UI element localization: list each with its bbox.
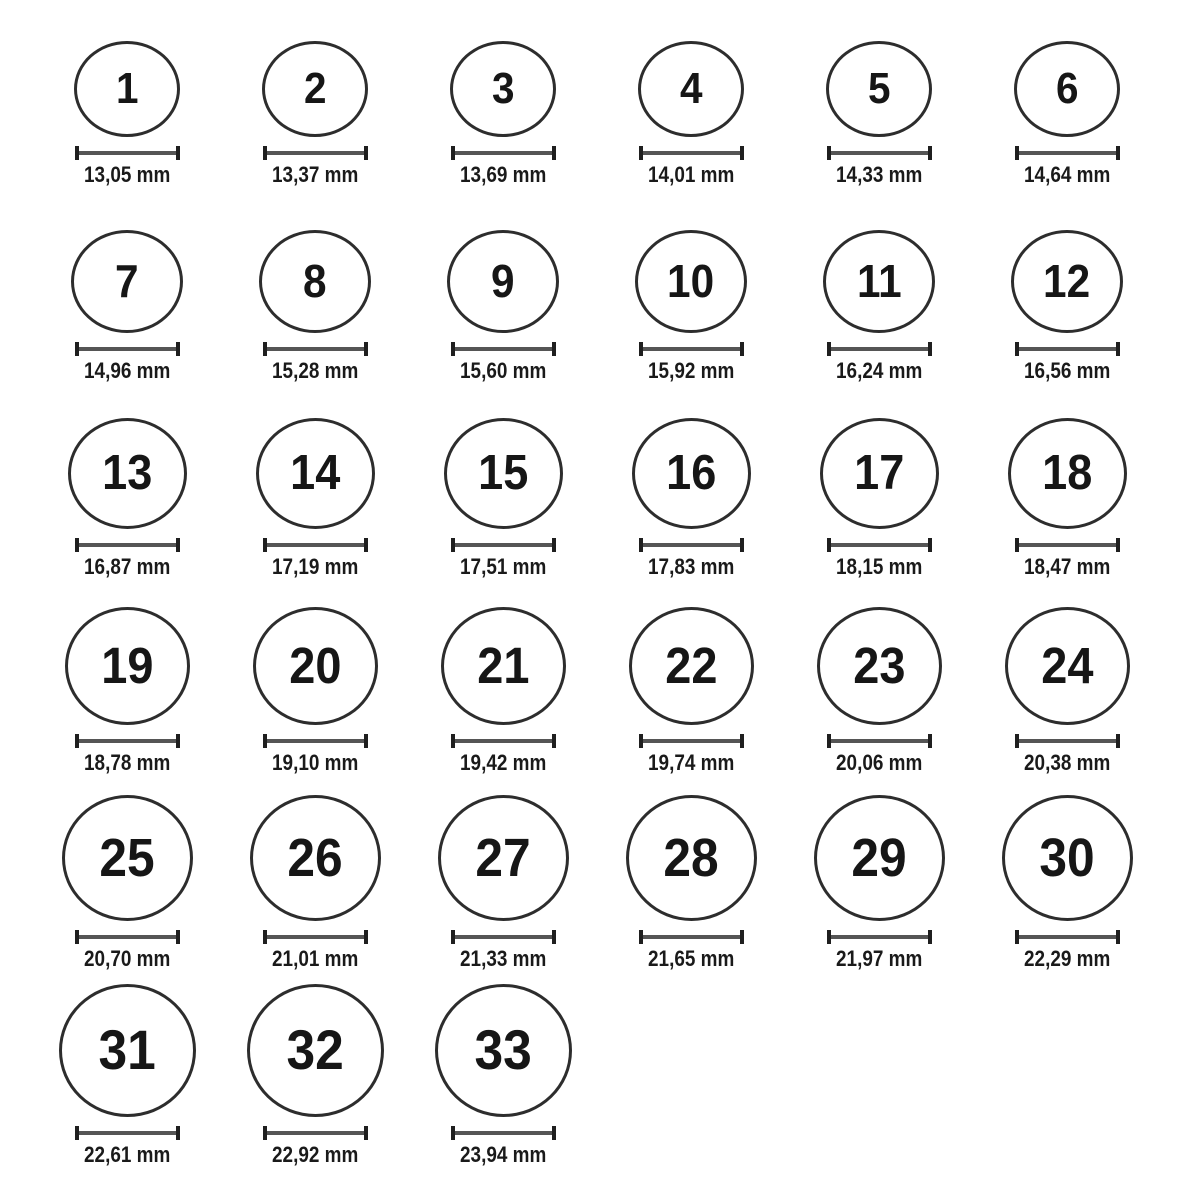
- diameter-label: 23,94 mm: [459, 1141, 547, 1167]
- measure-right-tick: [176, 930, 180, 944]
- diameter-measure-line: [1015, 342, 1120, 356]
- diameter-label: 15,92 mm: [647, 357, 735, 383]
- measure-right-tick: [176, 734, 180, 748]
- ring-size-number: 6: [1055, 63, 1079, 113]
- ring-circle-icon: [59, 984, 196, 1117]
- diameter-label: 21,65 mm: [647, 945, 735, 971]
- diameter-label: 16,24 mm: [835, 357, 923, 383]
- measure-right-tick: [364, 342, 368, 356]
- diameter-measure-line: [1015, 538, 1120, 552]
- diameter-measure-line: [827, 734, 932, 748]
- measure-right-tick: [552, 146, 556, 160]
- ring-size-number: 30: [1039, 827, 1095, 888]
- ring-circle-icon: [820, 418, 939, 529]
- ring-size-number: 15: [477, 445, 529, 500]
- ring-size-number: 12: [1043, 255, 1091, 308]
- ring-size-cell: [597, 198, 785, 394]
- diameter-label: 17,19 mm: [271, 553, 359, 579]
- diameter-label: 18,15 mm: [835, 553, 923, 579]
- ring-circle-icon: [626, 795, 757, 921]
- ring-circle-icon: [817, 607, 942, 725]
- ring-size-cell: [597, 590, 785, 786]
- ring-size-number: 22: [664, 637, 718, 695]
- ring-size-cell: [785, 394, 973, 590]
- diameter-measure-line: [75, 1126, 180, 1140]
- diameter-measure-line: [451, 146, 556, 160]
- diameter-label: 16,87 mm: [83, 553, 171, 579]
- diameter-measure-line: [75, 146, 180, 160]
- ring-size-cell: [409, 982, 597, 1178]
- measure-bar: [267, 1131, 364, 1135]
- measure-right-tick: [364, 146, 368, 160]
- measure-bar: [79, 151, 176, 155]
- measure-bar: [643, 935, 740, 939]
- diameter-measure-line: [451, 342, 556, 356]
- diameter-label: 21,01 mm: [271, 945, 359, 971]
- ring-circle-icon: [247, 984, 384, 1117]
- ring-circle-icon: [629, 607, 754, 725]
- diameter-measure-line: [263, 342, 368, 356]
- measure-bar: [267, 151, 364, 155]
- ring-circle-icon: [435, 984, 572, 1117]
- measure-right-tick: [928, 538, 932, 552]
- ring-circle-icon: [1014, 41, 1120, 137]
- measure-bar: [831, 935, 928, 939]
- measure-right-tick: [176, 146, 180, 160]
- ring-size-number: 11: [856, 255, 902, 308]
- measure-bar: [455, 739, 552, 743]
- measure-bar: [267, 935, 364, 939]
- ring-circle-icon: [638, 41, 744, 137]
- diameter-label: 13,37 mm: [271, 161, 359, 187]
- ring-circle-icon: [65, 607, 190, 725]
- diameter-measure-line: [263, 734, 368, 748]
- measure-bar: [455, 347, 552, 351]
- measure-right-tick: [740, 342, 744, 356]
- measure-bar: [79, 739, 176, 743]
- measure-right-tick: [364, 930, 368, 944]
- diameter-label: 19,10 mm: [271, 749, 359, 775]
- measure-bar: [1019, 543, 1116, 547]
- measure-bar: [267, 739, 364, 743]
- ring-circle-icon: [259, 230, 371, 333]
- ring-size-number: 5: [867, 63, 891, 113]
- measure-bar: [831, 347, 928, 351]
- measure-bar: [643, 543, 740, 547]
- measure-bar: [1019, 151, 1116, 155]
- measure-bar: [455, 935, 552, 939]
- diameter-measure-line: [1015, 146, 1120, 160]
- measure-right-tick: [928, 146, 932, 160]
- ring-size-cell: [409, 590, 597, 786]
- diameter-measure-line: [639, 930, 744, 944]
- ring-circle-icon: [447, 230, 559, 333]
- diameter-label: 14,64 mm: [1023, 161, 1111, 187]
- ring-size-number: 31: [98, 1018, 156, 1082]
- diameter-label: 13,69 mm: [459, 161, 547, 187]
- diameter-label: 21,33 mm: [459, 945, 547, 971]
- ring-size-number: 10: [667, 255, 715, 308]
- diameter-label: 13,05 mm: [83, 161, 171, 187]
- measure-bar: [79, 347, 176, 351]
- diameter-measure-line: [451, 734, 556, 748]
- ring-size-number: 19: [100, 637, 154, 695]
- diameter-label: 15,60 mm: [459, 357, 547, 383]
- ring-circle-icon: [823, 230, 935, 333]
- ring-size-number: 29: [851, 827, 907, 888]
- measure-bar: [79, 935, 176, 939]
- ring-size-cell: [973, 590, 1161, 786]
- ring-size-number: 8: [303, 255, 327, 308]
- ring-size-cell: [973, 786, 1161, 982]
- diameter-label: 22,92 mm: [271, 1141, 359, 1167]
- diameter-label: 19,42 mm: [459, 749, 547, 775]
- ring-size-cell: [33, 198, 221, 394]
- measure-right-tick: [1116, 930, 1120, 944]
- measure-bar: [267, 347, 364, 351]
- ring-size-number: 27: [475, 827, 531, 888]
- ring-size-number: 1: [115, 63, 139, 113]
- ring-circle-icon: [74, 41, 180, 137]
- ring-size-number: 3: [491, 63, 515, 113]
- ring-circle-icon: [635, 230, 747, 333]
- diameter-measure-line: [827, 342, 932, 356]
- ring-size-number: 9: [491, 255, 515, 308]
- measure-right-tick: [176, 538, 180, 552]
- ring-size-number: 4: [679, 63, 703, 113]
- diameter-label: 14,01 mm: [647, 161, 735, 187]
- ring-circle-icon: [814, 795, 945, 921]
- diameter-measure-line: [451, 538, 556, 552]
- diameter-measure-line: [451, 930, 556, 944]
- measure-right-tick: [740, 538, 744, 552]
- ring-size-cell: [221, 786, 409, 982]
- measure-right-tick: [928, 342, 932, 356]
- diameter-label: 21,97 mm: [835, 945, 923, 971]
- ring-size-cell: [973, 198, 1161, 394]
- ring-size-cell: [33, 2, 221, 198]
- ring-size-cell: [33, 394, 221, 590]
- measure-bar: [643, 347, 740, 351]
- measure-bar: [831, 739, 928, 743]
- diameter-label: 18,78 mm: [83, 749, 171, 775]
- ring-size-cell: [33, 786, 221, 982]
- diameter-measure-line: [75, 538, 180, 552]
- ring-circle-icon: [1005, 607, 1130, 725]
- diameter-label: 20,70 mm: [83, 945, 171, 971]
- diameter-measure-line: [263, 538, 368, 552]
- measure-bar: [267, 543, 364, 547]
- ring-size-cell: [785, 2, 973, 198]
- diameter-label: 15,28 mm: [271, 357, 359, 383]
- ring-size-cell: [785, 590, 973, 786]
- ring-size-number: 2: [303, 63, 327, 113]
- ring-size-number: 14: [289, 445, 341, 500]
- ring-circle-icon: [62, 795, 193, 921]
- measure-right-tick: [928, 734, 932, 748]
- ring-circle-icon: [68, 418, 187, 529]
- diameter-measure-line: [827, 146, 932, 160]
- ring-circle-icon: [1002, 795, 1133, 921]
- ring-circle-icon: [441, 607, 566, 725]
- measure-bar: [455, 151, 552, 155]
- diameter-label: 18,47 mm: [1023, 553, 1111, 579]
- diameter-label: 20,06 mm: [835, 749, 923, 775]
- diameter-measure-line: [451, 1126, 556, 1140]
- measure-right-tick: [552, 930, 556, 944]
- measure-bar: [643, 151, 740, 155]
- ring-size-cell: [409, 394, 597, 590]
- measure-bar: [455, 1131, 552, 1135]
- ring-size-cell: [973, 394, 1161, 590]
- measure-bar: [455, 543, 552, 547]
- ring-size-number: 7: [115, 255, 139, 308]
- ring-size-cell: [221, 2, 409, 198]
- measure-right-tick: [1116, 538, 1120, 552]
- diameter-measure-line: [827, 930, 932, 944]
- ring-size-number: 20: [288, 637, 342, 695]
- ring-size-number: 24: [1040, 637, 1094, 695]
- ring-size-cell: [597, 2, 785, 198]
- measure-bar: [831, 151, 928, 155]
- measure-bar: [79, 1131, 176, 1135]
- ring-size-cell: [33, 590, 221, 786]
- ring-circle-icon: [444, 418, 563, 529]
- ring-size-number: 13: [101, 445, 153, 500]
- ring-circle-icon: [1011, 230, 1123, 333]
- ring-size-cell: [785, 786, 973, 982]
- diameter-measure-line: [263, 930, 368, 944]
- ring-size-cell: [973, 2, 1161, 198]
- measure-right-tick: [928, 930, 932, 944]
- ring-size-cell: [221, 590, 409, 786]
- measure-right-tick: [740, 734, 744, 748]
- ring-circle-icon: [250, 795, 381, 921]
- measure-bar: [1019, 347, 1116, 351]
- ring-circle-icon: [71, 230, 183, 333]
- ring-size-cell: [785, 198, 973, 394]
- measure-bar: [831, 543, 928, 547]
- diameter-label: 22,29 mm: [1023, 945, 1111, 971]
- diameter-measure-line: [263, 1126, 368, 1140]
- ring-size-cell: [33, 982, 221, 1178]
- measure-bar: [1019, 739, 1116, 743]
- diameter-label: 16,56 mm: [1023, 357, 1111, 383]
- measure-right-tick: [176, 342, 180, 356]
- diameter-label: 22,61 mm: [83, 1141, 171, 1167]
- measure-right-tick: [740, 146, 744, 160]
- measure-right-tick: [1116, 146, 1120, 160]
- diameter-measure-line: [1015, 734, 1120, 748]
- diameter-measure-line: [263, 146, 368, 160]
- measure-right-tick: [1116, 342, 1120, 356]
- measure-right-tick: [176, 1126, 180, 1140]
- measure-bar: [1019, 935, 1116, 939]
- measure-right-tick: [552, 538, 556, 552]
- ring-size-number: 21: [476, 637, 530, 695]
- diameter-label: 17,83 mm: [647, 553, 735, 579]
- ring-circle-icon: [632, 418, 751, 529]
- ring-size-number: 28: [663, 827, 719, 888]
- measure-right-tick: [364, 1126, 368, 1140]
- diameter-measure-line: [639, 538, 744, 552]
- diameter-measure-line: [639, 146, 744, 160]
- diameter-label: 19,74 mm: [647, 749, 735, 775]
- measure-bar: [79, 543, 176, 547]
- diameter-measure-line: [639, 734, 744, 748]
- ring-circle-icon: [450, 41, 556, 137]
- diameter-label: 14,96 mm: [83, 357, 171, 383]
- ring-circle-icon: [253, 607, 378, 725]
- measure-bar: [643, 739, 740, 743]
- ring-size-cell: [221, 982, 409, 1178]
- ring-size-cell: [409, 198, 597, 394]
- diameter-measure-line: [75, 734, 180, 748]
- measure-right-tick: [1116, 734, 1120, 748]
- measure-right-tick: [552, 1126, 556, 1140]
- ring-size-number: 26: [287, 827, 343, 888]
- diameter-measure-line: [75, 930, 180, 944]
- diameter-label: 17,51 mm: [459, 553, 547, 579]
- ring-size-number: 25: [99, 827, 155, 888]
- diameter-measure-line: [75, 342, 180, 356]
- ring-circle-icon: [826, 41, 932, 137]
- measure-right-tick: [364, 734, 368, 748]
- diameter-measure-line: [639, 342, 744, 356]
- diameter-label: 14,33 mm: [835, 161, 923, 187]
- ring-size-cell: [409, 786, 597, 982]
- ring-size-number: 33: [474, 1018, 532, 1082]
- ring-circle-icon: [438, 795, 569, 921]
- ring-size-number: 16: [665, 445, 717, 500]
- ring-size-number: 17: [853, 445, 905, 500]
- ring-circle-icon: [256, 418, 375, 529]
- measure-right-tick: [740, 930, 744, 944]
- measure-right-tick: [552, 734, 556, 748]
- ring-size-cell: [597, 786, 785, 982]
- ring-size-number: 18: [1041, 445, 1093, 500]
- ring-size-cell: [221, 394, 409, 590]
- diameter-measure-line: [1015, 930, 1120, 944]
- diameter-label: 20,38 mm: [1023, 749, 1111, 775]
- ring-size-cell: [221, 198, 409, 394]
- ring-circle-icon: [1008, 418, 1127, 529]
- diameter-measure-line: [827, 538, 932, 552]
- ring-size-number: 32: [286, 1018, 344, 1082]
- ring-size-cell: [409, 2, 597, 198]
- measure-right-tick: [552, 342, 556, 356]
- ring-circle-icon: [262, 41, 368, 137]
- ring-size-number: 23: [852, 637, 906, 695]
- measure-right-tick: [364, 538, 368, 552]
- ring-size-cell: [597, 394, 785, 590]
